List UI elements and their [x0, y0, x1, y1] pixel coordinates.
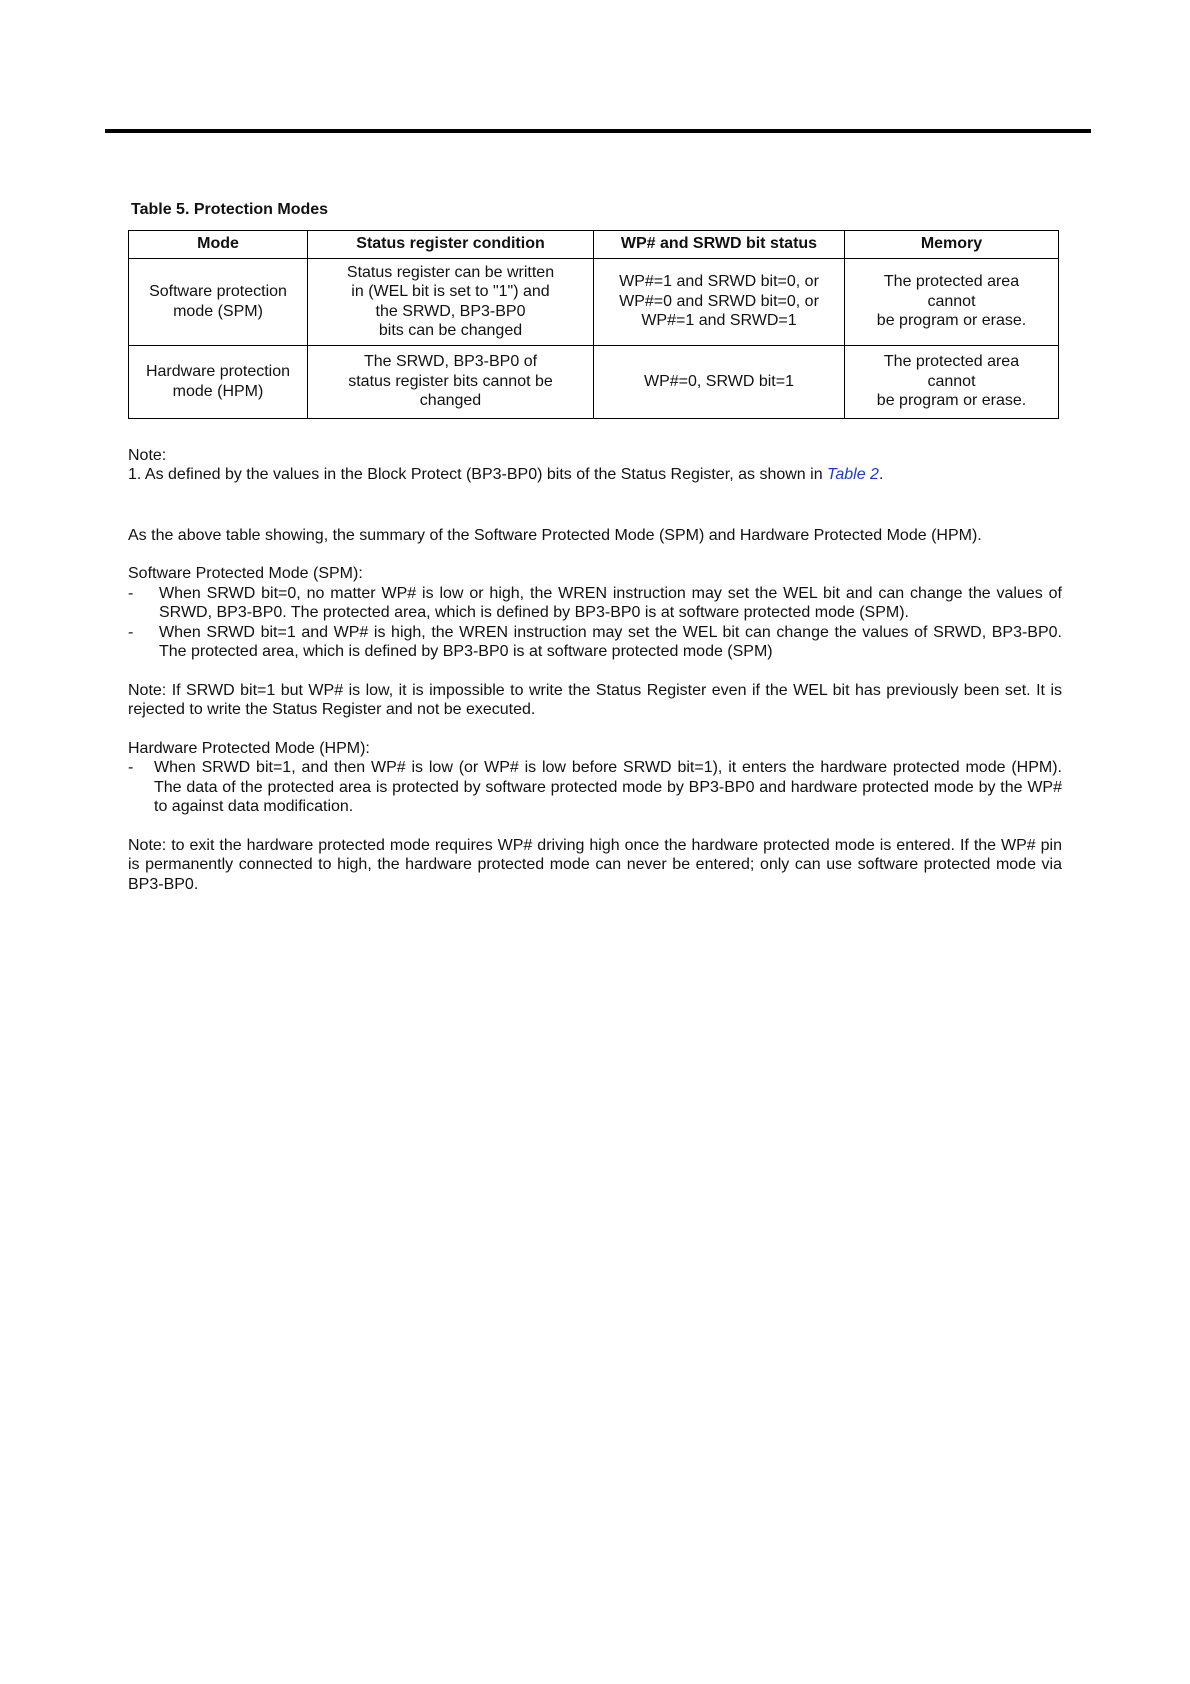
hpm-heading: Hardware Protected Mode (HPM): [128, 739, 370, 757]
header-memory: Memory [845, 230, 1059, 258]
summary-paragraph: As the above table showing, the summary of the Software Protected Mode (SPM) and Hardware Protected Mode (HPM). [128, 526, 982, 544]
note-title: Note: [128, 446, 167, 464]
table-2-link[interactable]: Table 2 [827, 466, 879, 483]
cell-mode: Software protection mode (SPM) [129, 258, 308, 345]
note-exit-paragraph: Note: to exit the hardware protected mode requires WP# driving high once the hardware protected mode is entered. If the WP# pin is permanently connected to high, the hardware protected mode can never be entered; only can use software protected mode via BP3-BP0. [128, 836, 1062, 893]
note-srwd-paragraph: Note: If SRWD bit=1 but WP# is low, it is impossible to write the Status Register even if the WEL bit has previously been set. It is rejected to write the Status Register and not be executed. [128, 681, 1062, 718]
dash-bullet: - [128, 623, 134, 641]
list-item: - When SRWD bit=1, and then WP# is low (or WP# is low before SRWD bit=1), it enters the hardware protected mode (HPM). The data of the protected area is protected by software protected mode by BP3-BP0 and hardware protected mode by the WP# to against data modification. [128, 759, 1062, 815]
table-row [129, 345, 1059, 418]
cell-memory: The protected area cannot be program or erase. [845, 345, 1059, 418]
page-content [128, 200, 1062, 894]
header-mode: Mode [129, 230, 308, 258]
hpm-section [128, 739, 1062, 817]
header-rule [105, 129, 1091, 133]
note-item: 1. As defined by the values in the Block Protect (BP3-BP0) bits of the Status Register, as shown in Table 2. [128, 466, 884, 483]
table-note [128, 446, 1062, 485]
cell-wp: WP#=1 and SRWD bit=0, or WP#=0 and SRWD bit=0, or WP#=1 and SRWD=1 [594, 258, 845, 345]
dash-bullet: - [128, 584, 134, 602]
cell-memory: The protected area cannot be program or erase. [845, 258, 1059, 345]
spm-section [128, 564, 1062, 662]
header-status-register: Status register condition [308, 230, 594, 258]
table-caption: Table 5. Protection Modes [131, 201, 329, 218]
table-row [129, 258, 1059, 345]
protection-modes-table [128, 230, 1059, 419]
cell-mode: Hardware protection mode (HPM) [129, 345, 308, 418]
hpm-list [128, 758, 1062, 817]
spm-heading: Software Protected Mode (SPM): [128, 565, 363, 582]
cell-wp: WP#=0, SRWD bit=1 [594, 345, 845, 418]
cell-status: The SRWD, BP3-BP0 of status register bits cannot be changed [308, 345, 594, 418]
dash-bullet: - [128, 759, 134, 776]
table-header-row [129, 230, 1059, 258]
list-item: - When SRWD bit=0, no matter WP# is low or high, the WREN instruction may set the WEL bit and can change the values of SRWD, BP3-BP0. The protected area, which is defined by BP3-BP0 is at software protected mode (SPM). [128, 584, 1062, 621]
header-wp-srwd: WP# and SRWD bit status [594, 230, 845, 258]
spm-list [128, 584, 1062, 662]
cell-status: Status register can be written in (WEL bit is set to "1") and the SRWD, BP3-BP0 bits can be changed [308, 258, 594, 345]
list-item: - When SRWD bit=1 and WP# is high, the WREN instruction may set the WEL bit can change the values of SRWD, BP3-BP0. The protected area, which is defined by BP3-BP0 is at software protected mode (SPM) [128, 623, 1062, 660]
